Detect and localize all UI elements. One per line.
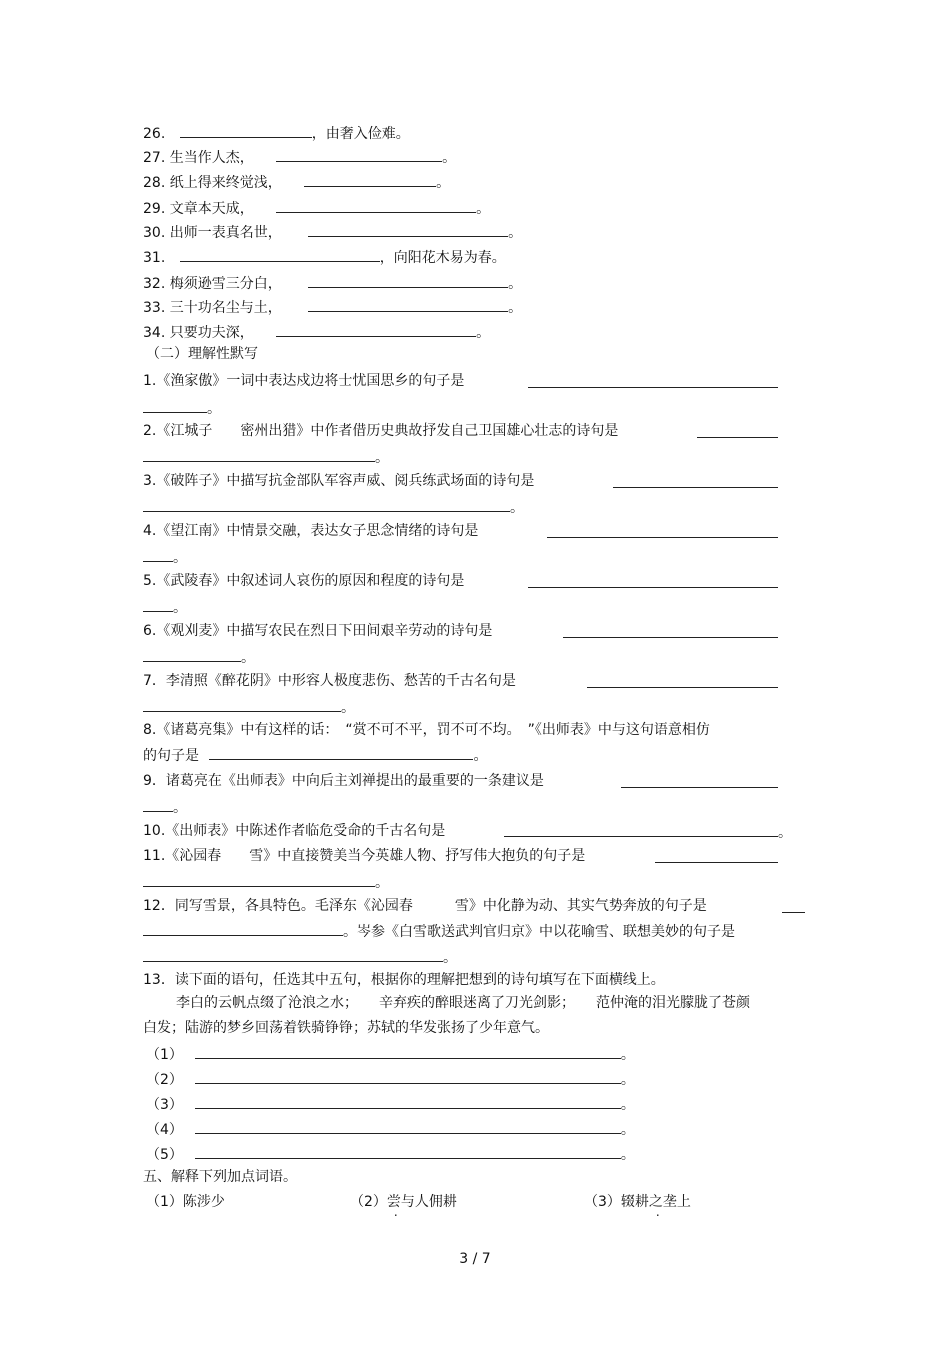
answer-blank[interactable]: [209, 744, 473, 760]
item-number: 26.: [143, 126, 166, 142]
question-9: 9．诸葛亮在《出师表》中向后主刘禅提出的最重要的一条建议是: [143, 773, 544, 789]
item-number: 28.: [143, 175, 166, 191]
item-text: 。: [476, 325, 491, 341]
answer-blank[interactable]: [782, 897, 805, 913]
answer-blank[interactable]: [563, 622, 778, 638]
item-text: 。: [436, 175, 451, 191]
vocab-text: 垄上: [662, 1194, 691, 1210]
question-text: 的句子是: [143, 748, 199, 764]
answer-blank[interactable]: [143, 546, 173, 562]
vocab-text: （3）辍耕: [584, 1194, 649, 1210]
answer-line: [143, 946, 457, 968]
question-5: 5.《武陵春》中叙述词人哀伤的原因和程度的诗句是: [143, 573, 465, 589]
answer-row-2: [146, 1068, 635, 1090]
item-28: [143, 171, 450, 193]
answer-label: （4）: [146, 1122, 183, 1138]
item-text: 只要功夫深，: [169, 325, 254, 341]
answer-line: [143, 696, 355, 718]
question-11: 11.《沁园春 雪》中直接赞美当今英雄人物、抒写伟大抱负的句子是: [143, 848, 586, 864]
item-text: 出师一表真名世，: [169, 225, 282, 241]
answer-row-5: [146, 1143, 635, 1165]
vocab-text: （1）陈涉少: [146, 1194, 225, 1210]
answer-line: [143, 546, 187, 568]
answer-line: [143, 646, 255, 668]
item-number: 32.: [143, 276, 166, 292]
answer-blank[interactable]: [276, 146, 442, 162]
period: 。: [473, 748, 488, 764]
question-2: 2.《江城子 密州出猎》中作者借历史典故抒发自己卫国雄心壮志的诗句是: [143, 423, 619, 439]
vocab-1: [146, 1192, 225, 1212]
item-text: ，由奢入俭难。: [311, 126, 410, 142]
item-text: 。: [476, 201, 491, 217]
answer-blank[interactable]: [180, 246, 380, 262]
period: 。: [443, 950, 457, 966]
question-13: 13．读下面的语句，任选其中五句，根据你的理解把想到的诗句填写在下面横线上。: [143, 972, 665, 988]
answer-blank[interactable]: [613, 472, 778, 488]
answer-blank[interactable]: [143, 796, 173, 812]
answer-blank[interactable]: [195, 1068, 621, 1084]
item-text: 。: [508, 300, 523, 316]
answer-label: （5）: [146, 1147, 183, 1163]
vocab-3: [584, 1192, 691, 1212]
answer-label: （2）: [146, 1072, 183, 1088]
item-text: 。: [508, 225, 523, 241]
vocab-2: [350, 1192, 457, 1212]
dotted-word: 之: [648, 1194, 663, 1210]
question-10: [143, 821, 445, 841]
period: 。: [620, 1047, 635, 1063]
answer-blank[interactable]: [547, 522, 778, 538]
item-text: 。: [508, 276, 523, 292]
item-30: [143, 221, 522, 243]
answer-blank[interactable]: [304, 171, 436, 187]
question-6: 6.《观刈麦》中描写农民在烈日下田间艰辛劳动的诗句是: [143, 623, 493, 639]
item-text: 生当作人杰，: [169, 150, 254, 166]
answer-blank[interactable]: [504, 821, 778, 837]
question-4: 4.《望江南》中情景交融，表达女子思念情绪的诗句是: [143, 523, 479, 539]
question-12: 12．同写雪景，各具特色。毛泽东《沁园春 雪》中化静为动、其实气势奔放的句子是: [143, 898, 707, 914]
answer-blank[interactable]: [143, 446, 375, 462]
vocab-text: （2）: [350, 1194, 387, 1210]
item-27: [143, 146, 456, 168]
period: 。: [173, 550, 187, 566]
answer-blank[interactable]: [697, 422, 778, 438]
item-number: 33.: [143, 300, 166, 316]
answer-blank[interactable]: [143, 397, 207, 413]
item-text: 梅须逊雪三分白，: [169, 276, 282, 292]
period: 。: [241, 650, 255, 666]
answer-blank[interactable]: [528, 572, 778, 588]
answer-line: [143, 596, 187, 618]
answer-blank[interactable]: [195, 1143, 621, 1159]
item-31: [143, 246, 506, 268]
period: 。: [510, 500, 524, 516]
dotted-word: 尝: [386, 1194, 401, 1210]
question-13-passage-cont: 白发；陆游的梦乡回荡着铁骑铮铮；苏轼的华发张扬了少年意气。: [143, 1020, 549, 1036]
period: 。: [375, 450, 389, 466]
item-number: 29.: [143, 201, 166, 217]
period: 。: [620, 1072, 635, 1088]
question-1: 1.《渔家傲》一词中表达戍边将士忧国思乡的句子是: [143, 373, 465, 389]
period: 。: [620, 1122, 635, 1138]
answer-label: （1）: [146, 1047, 183, 1063]
answer-blank[interactable]: [143, 596, 173, 612]
answer-blank[interactable]: [143, 696, 341, 712]
answer-blank[interactable]: [143, 871, 375, 887]
period: 。: [207, 401, 221, 417]
answer-blank[interactable]: [655, 847, 778, 863]
answer-blank[interactable]: [195, 1093, 621, 1109]
item-text: 三十功名尘与土，: [169, 300, 282, 316]
answer-blank[interactable]: [276, 321, 476, 337]
answer-blank[interactable]: [308, 272, 508, 288]
period: 。: [778, 825, 792, 841]
item-32: [143, 272, 522, 294]
answer-blank[interactable]: [308, 221, 508, 237]
item-text: 文章本天成，: [169, 201, 254, 217]
period: 。: [620, 1097, 635, 1113]
answer-line: [143, 446, 389, 468]
item-text: ，向阳花木易为春。: [379, 250, 506, 266]
answer-label: （3）: [146, 1097, 183, 1113]
period: 。: [620, 1147, 635, 1163]
question-3: 3.《破阵子》中描写抗金部队军容声威、阅兵练武场面的诗句是: [143, 473, 535, 489]
page-number: 3 / 7: [459, 1251, 491, 1267]
answer-blank[interactable]: [528, 372, 778, 388]
answer-blank[interactable]: [143, 646, 241, 662]
answer-blank[interactable]: [621, 772, 778, 788]
question-7: 7．李清照《醉花阴》中形容人极度悲伤、愁苦的千古名句是: [143, 673, 516, 689]
answer-line: [143, 871, 389, 893]
item-34: [143, 321, 490, 343]
answer-blank[interactable]: [276, 197, 476, 213]
item-text: 纸上得来终觉浅，: [169, 175, 282, 191]
answer-blank[interactable]: [143, 920, 343, 936]
item-29: [143, 197, 490, 219]
item-number: 27.: [143, 150, 166, 166]
section-title: （二）理解性默写: [146, 346, 258, 362]
period: 。: [173, 800, 187, 816]
answer-blank[interactable]: [195, 1118, 621, 1134]
item-text: 。: [442, 150, 457, 166]
item-26: [143, 122, 410, 144]
question-8-cont: [143, 744, 487, 766]
question-12-cont: [143, 920, 735, 942]
answer-blank[interactable]: [195, 1043, 621, 1059]
answer-blank[interactable]: [143, 496, 510, 512]
item-number: 30.: [143, 225, 166, 241]
answer-blank[interactable]: [308, 296, 508, 312]
question-text: 。岑参《白雪歌送武判官归京》中以花喻雪、联想美妙的句子是: [343, 924, 735, 940]
item-33: [143, 296, 522, 318]
answer-row-4: [146, 1118, 635, 1140]
item-number: 34.: [143, 325, 166, 341]
answer-blank[interactable]: [587, 672, 778, 688]
answer-line: [143, 496, 524, 518]
vocab-text: 与人佣耕: [400, 1194, 457, 1210]
question-8: 8.《诸葛亮集》中有这样的话： “赏不可不平，罚不可不均。 ”《出师表》中与这句语意相仿: [143, 722, 710, 738]
answer-line: [143, 397, 221, 419]
answer-blank[interactable]: [143, 946, 443, 962]
question-text: 10.《出师表》中陈述作者临危受命的千古名句是: [143, 823, 446, 839]
answer-line: [143, 796, 187, 818]
answer-row-1: [146, 1043, 635, 1065]
period: 。: [173, 600, 187, 616]
answer-row-3: [146, 1093, 635, 1115]
section-five-title: 五、解释下列加点词语。: [143, 1169, 297, 1185]
question-13-passage: 李白的云帆点缀了沧浪之水； 辛弃疾的醉眼迷离了刀光剑影； 范仲淹的泪光朦胧了苍颜: [176, 995, 750, 1011]
period: 。: [341, 700, 355, 716]
period: 。: [375, 875, 389, 891]
answer-line: [504, 821, 792, 843]
answer-blank[interactable]: [180, 122, 312, 138]
item-number: 31.: [143, 250, 166, 266]
